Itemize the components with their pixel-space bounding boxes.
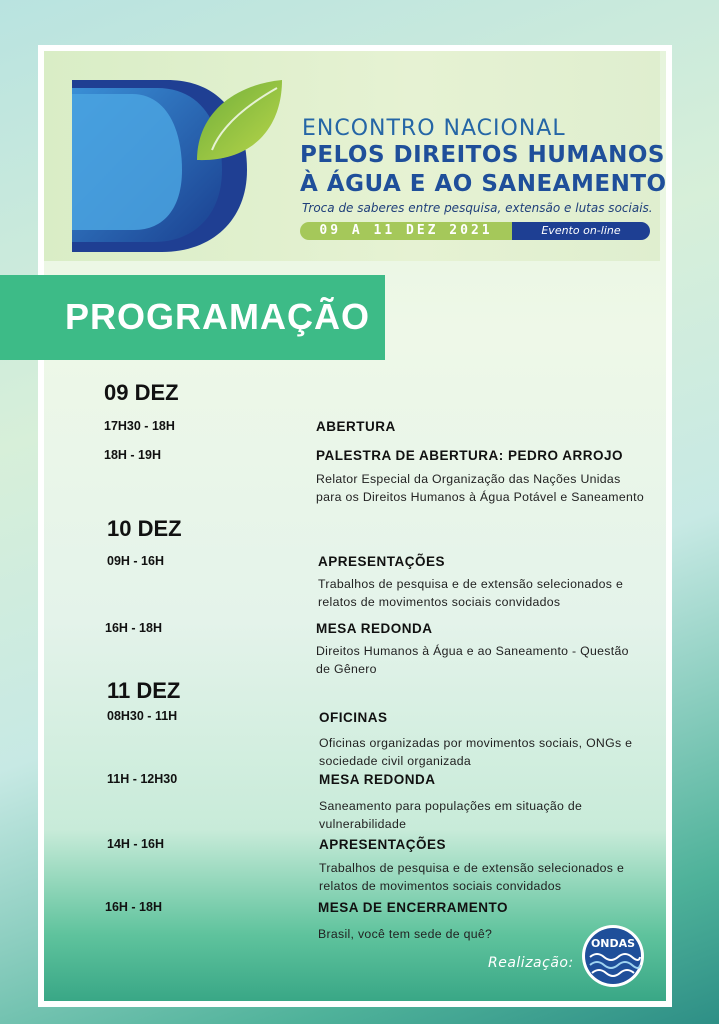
item-title: MESA REDONDA [316, 621, 433, 636]
item-description: Saneamento para populações em situação de vulnerabilidade [319, 799, 583, 831]
item-description: Brasil, você tem sede de quê? [318, 927, 493, 941]
item-time: 14H - 16H [107, 837, 164, 851]
day-heading: 09 DEZ [104, 380, 179, 405]
day-heading: 11 DEZ [107, 678, 181, 703]
item-time: 16H - 18H [105, 900, 162, 914]
item-description: Oficinas organizadas por movimentos sociais, ONGs e sociedade civil organizada [319, 736, 633, 768]
section-title: PROGRAMAÇÃO [65, 296, 370, 337]
item-time: 16H - 18H [105, 621, 162, 635]
item-description: Relator Especial da Organização das Nações Unidas para os Direitos Humanos à Água Potável e Saneamento [316, 472, 644, 504]
item-description: Direitos Humanos à Água e ao Saneamento - Questão de Gênero [316, 644, 629, 676]
item-title: APRESENTAÇÕES [319, 837, 447, 852]
item-time: 18H - 19H [104, 448, 161, 462]
item-time: 17H30 - 18H [104, 419, 175, 433]
ondas-logo-text: ONDAS [590, 937, 636, 950]
item-title: MESA REDONDA [319, 772, 436, 787]
item-time: 09H - 16H [107, 554, 164, 568]
item-time: 08H30 - 11H [107, 709, 178, 723]
event-title-line1: ENCONTRO NACIONAL [302, 116, 566, 141]
event-dates: 09 A 11 DEZ 2021 [300, 222, 512, 240]
item-description: Trabalhos de pesquisa e de extensão selecionados e relatos de movimentos sociais convidados [319, 861, 625, 893]
item-title: APRESENTAÇÕES [318, 554, 446, 569]
event-logo [72, 80, 287, 255]
item-title: MESA DE ENCERRAMENTO [318, 900, 509, 915]
event-title-line3: À ÁGUA E AO SANEAMENTO [300, 171, 667, 197]
event-title-line2: PELOS DIREITOS HUMANOS [300, 142, 665, 168]
item-title: OFICINAS [319, 710, 388, 725]
item-description: Trabalhos de pesquisa e de extensão selecionados e relatos de movimentos sociais convidados [318, 577, 624, 609]
day-heading: 10 DEZ [107, 516, 182, 541]
ondas-logo [580, 923, 646, 989]
event-subtitle: Troca de saberes entre pesquisa, extensão e lutas sociais. [302, 201, 653, 215]
item-title: PALESTRA DE ABERTURA: PEDRO ARROJO [316, 448, 624, 463]
item-time: 11H - 12H30 [107, 772, 178, 786]
realization-label: Realização: [488, 955, 574, 971]
item-title: ABERTURA [316, 419, 396, 434]
event-mode-badge: Evento on-line [512, 222, 650, 240]
